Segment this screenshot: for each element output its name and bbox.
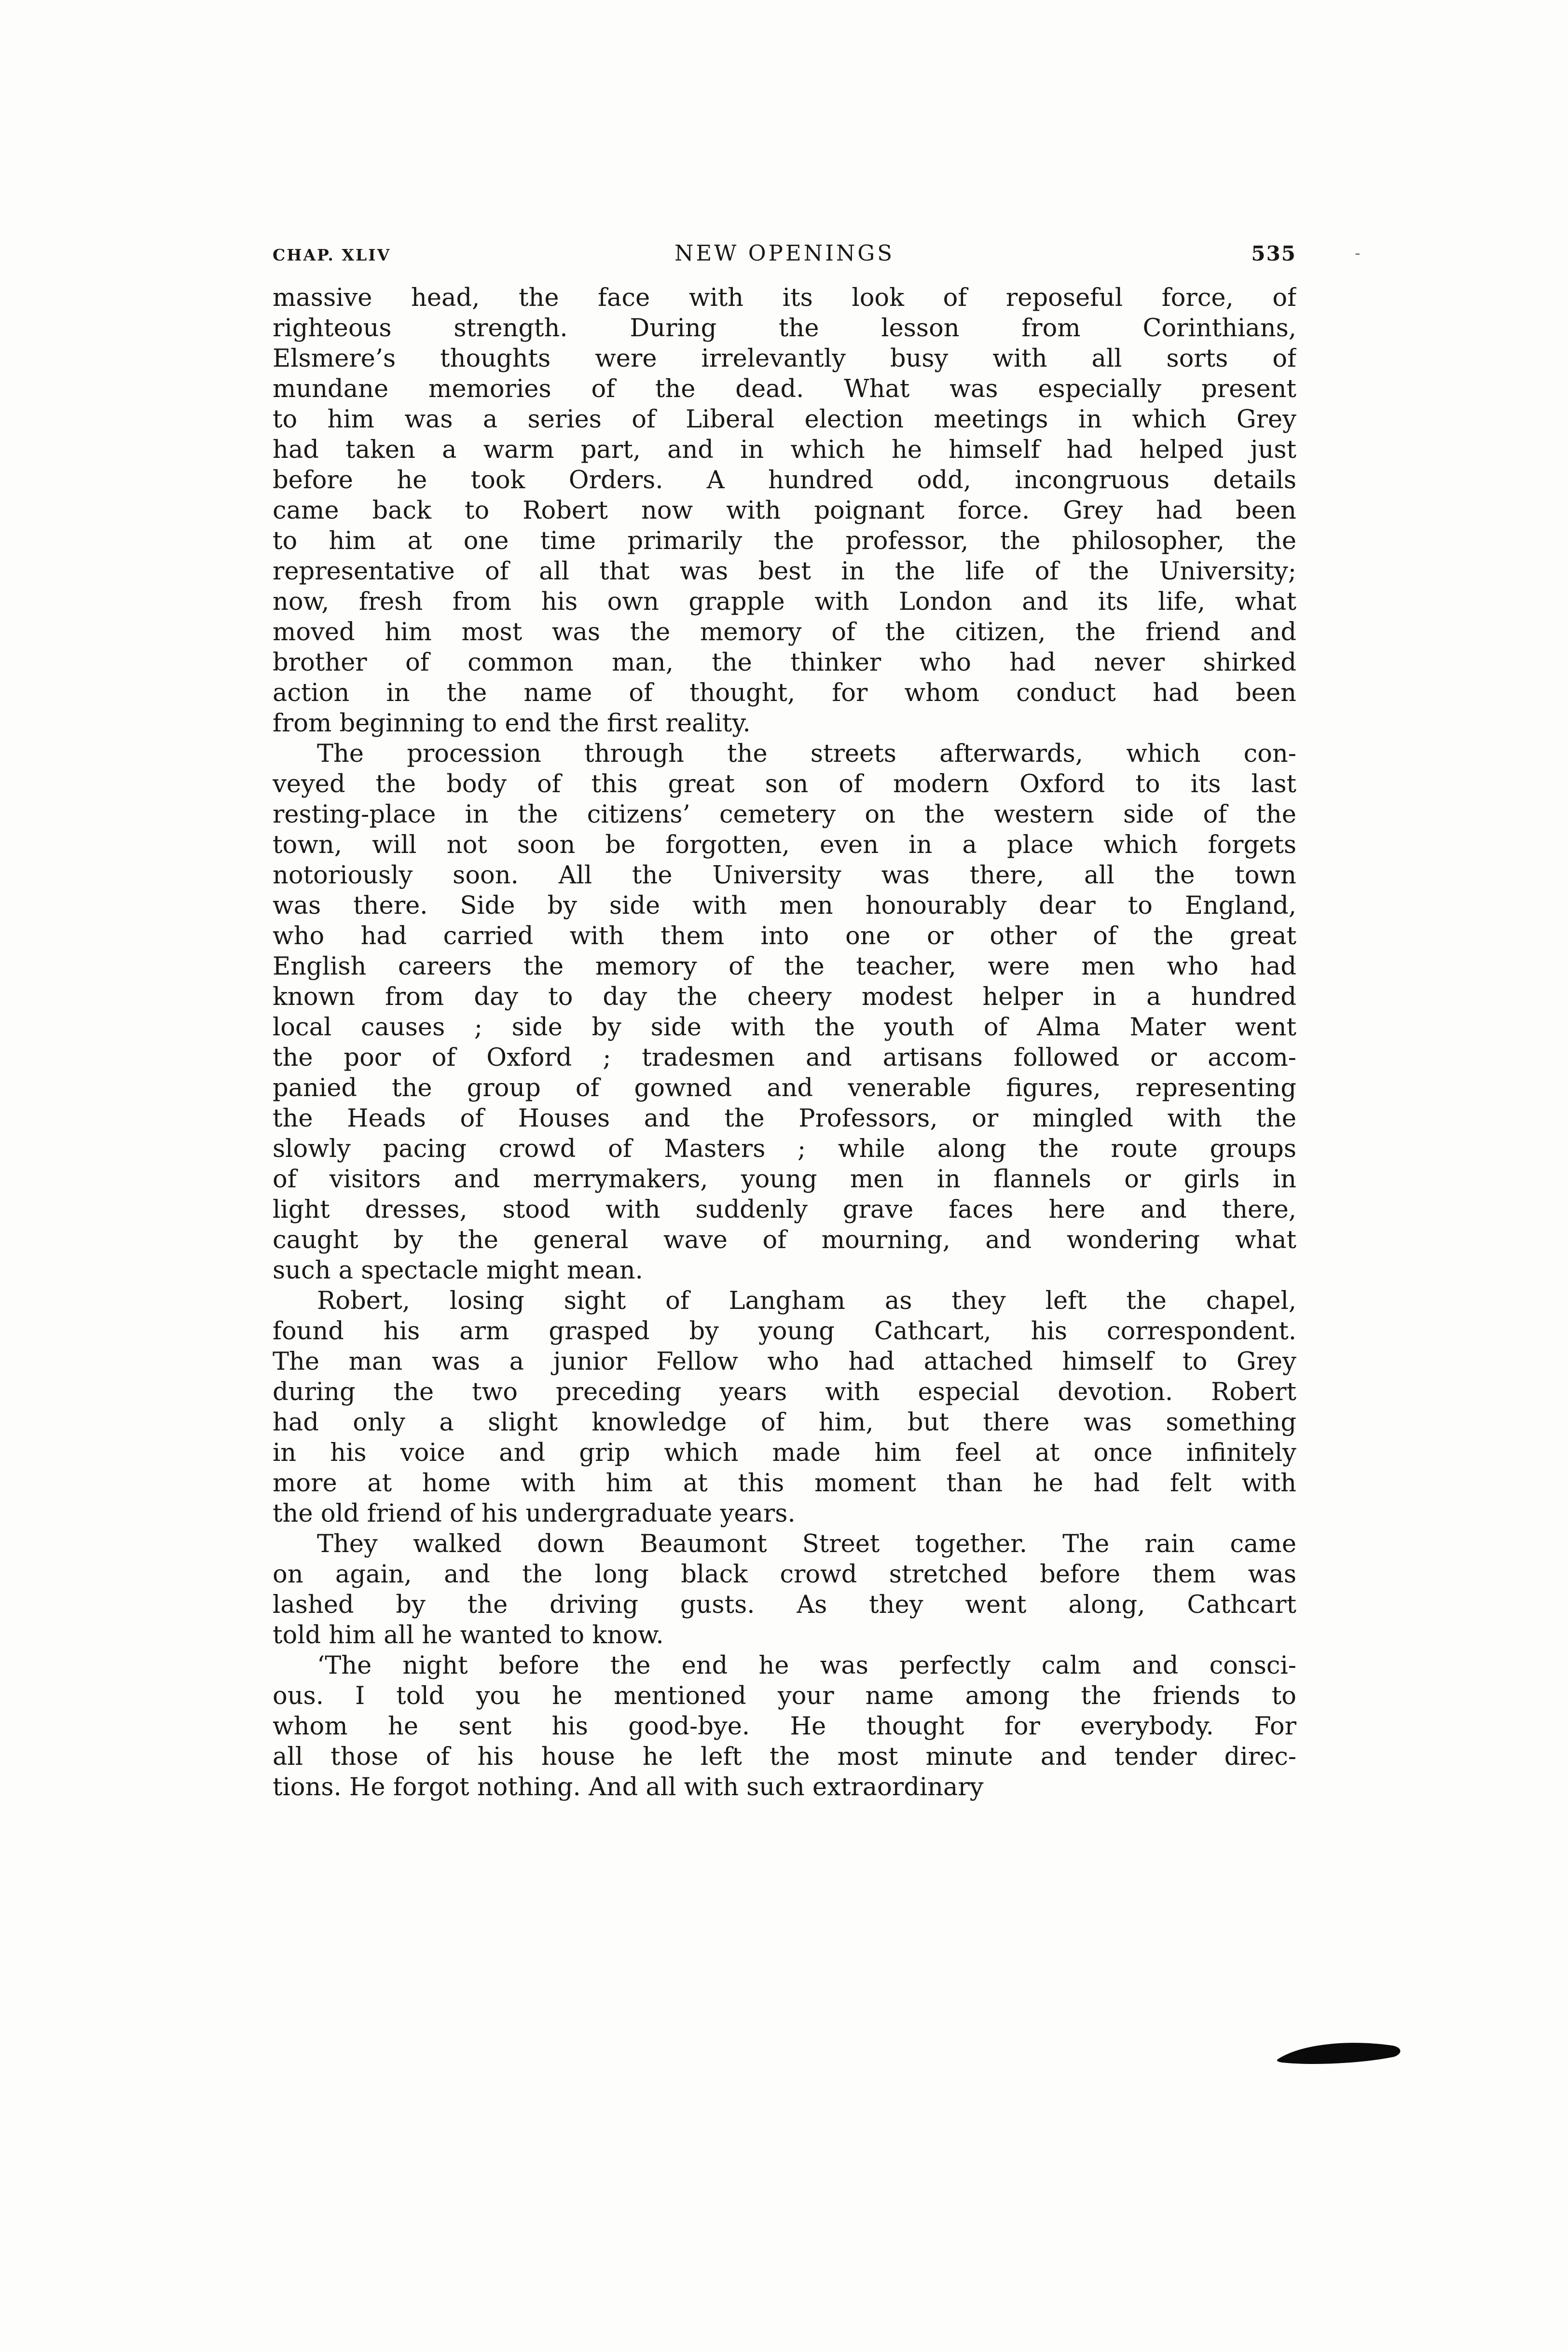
text-line: representative of all that was best in the life of the University; bbox=[273, 557, 1296, 586]
ink-blot-artifact bbox=[1275, 2036, 1406, 2071]
text-line: of visitors and merrymakers, young men in flannels or girls in bbox=[273, 1165, 1296, 1194]
text-line: the Heads of Houses and the Professors, or mingled with the bbox=[273, 1104, 1296, 1133]
running-title: NEW OPENINGS bbox=[674, 240, 895, 266]
text-line: light dresses, stood with suddenly grave faces here and there, bbox=[273, 1196, 1296, 1224]
text-line: had taken a warm part, and in which he himself had helped just bbox=[273, 436, 1296, 464]
text-line: known from day to day the cheery modest helper in a hundred bbox=[273, 983, 1296, 1011]
text-line: Elsmere’s thoughts were irrelevantly busy with all sorts of bbox=[273, 344, 1296, 373]
text-line: was there. Side by side with men honourably dear to England, bbox=[273, 892, 1296, 920]
text-line: The procession through the streets afterwards, which con- bbox=[317, 740, 1296, 768]
text-line: lashed by the driving gusts. As they went along, Cathcart bbox=[273, 1591, 1296, 1619]
text-line: to him was a series of Liberal election meetings in which Grey bbox=[273, 405, 1296, 434]
text-line: in his voice and grip which made him feel at once infinitely bbox=[273, 1439, 1296, 1467]
text-line: resting-place in the citizens’ cemetery on the western side of the bbox=[273, 800, 1296, 829]
page-header bbox=[273, 240, 1296, 266]
text-line: found his arm grasped by young Cathcart, his correspondent. bbox=[273, 1317, 1296, 1346]
text-line: town, will not soon be forgotten, even in a place which forgets bbox=[273, 831, 1296, 859]
text-line: English careers the memory of the teacher, were men who had bbox=[273, 952, 1296, 981]
text-line: righteous strength. During the lesson from Corinthians, bbox=[273, 314, 1296, 343]
margin-mark: - bbox=[1355, 244, 1361, 263]
text-line: ‘The night before the end he was perfectly calm and consci- bbox=[317, 1651, 1296, 1680]
text-line: local causes ; side by side with the youth of Alma Mater went bbox=[273, 1013, 1296, 1042]
text-line: veyed the body of this great son of modern Oxford to its last bbox=[273, 770, 1296, 798]
paragraph bbox=[273, 739, 1296, 1286]
text-line: caught by the general wave of mourning, and wondering what bbox=[273, 1226, 1296, 1254]
text-line: from beginning to end the first reality. bbox=[273, 709, 751, 738]
text-line: action in the name of thought, for whom conduct had been bbox=[273, 679, 1296, 707]
text-line: the poor of Oxford ; tradesmen and artisans followed or accom- bbox=[273, 1044, 1296, 1072]
text-line: during the two preceding years with especial devotion. Robert bbox=[273, 1378, 1296, 1406]
paragraph bbox=[273, 1651, 1296, 1802]
text-line: mundane memories of the dead. What was especially present bbox=[273, 375, 1296, 403]
page-number: 535 bbox=[1251, 242, 1297, 265]
text-line: brother of common man, the thinker who had never shirked bbox=[273, 648, 1296, 677]
text-line: Robert, losing sight of Langham as they left the chapel, bbox=[317, 1287, 1296, 1315]
paragraph bbox=[273, 283, 1296, 739]
text-line: massive head, the face with its look of reposeful force, of bbox=[273, 284, 1296, 312]
text-line: now, fresh from his own grapple with London and its life, what bbox=[273, 588, 1296, 616]
text-line: whom he sent his good-bye. He thought for everybody. For bbox=[273, 1712, 1296, 1741]
paragraph bbox=[273, 1286, 1296, 1529]
text-line: all those of his house he left the most minute and tender direc- bbox=[273, 1743, 1296, 1771]
text-line: They walked down Beaumont Street together. The rain came bbox=[317, 1530, 1296, 1558]
body-text bbox=[273, 283, 1296, 1802]
text-line: came back to Robert now with poignant force. Grey had been bbox=[273, 496, 1296, 525]
text-line: told him all he wanted to know. bbox=[273, 1621, 664, 1650]
text-line: The man was a junior Fellow who had attached himself to Grey bbox=[273, 1348, 1296, 1376]
text-line: notoriously soon. All the University was there, all the town bbox=[273, 861, 1296, 890]
text-line: panied the group of gowned and venerable figures, representing bbox=[273, 1074, 1296, 1102]
text-line: ous. I told you he mentioned your name among the friends to bbox=[273, 1682, 1296, 1710]
text-line: to him at one time primarily the professor, the philosopher, the bbox=[273, 527, 1296, 555]
text-line: on again, and the long black crowd stretched before them was bbox=[273, 1560, 1296, 1589]
text-line: tions. He forgot nothing. And all with such extraordinary bbox=[273, 1773, 984, 1802]
text-line: the old friend of his undergraduate years. bbox=[273, 1499, 796, 1528]
text-line: before he took Orders. A hundred odd, incongruous details bbox=[273, 466, 1296, 495]
text-line: moved him most was the memory of the citizen, the friend and bbox=[273, 618, 1296, 646]
text-line: such a spectacle might mean. bbox=[273, 1256, 643, 1285]
paragraph bbox=[273, 1529, 1296, 1651]
text-line: slowly pacing crowd of Masters ; while along the route groups bbox=[273, 1135, 1296, 1163]
chapter-label: CHAP. XLIV bbox=[273, 246, 391, 264]
text-line: had only a slight knowledge of him, but there was something bbox=[273, 1408, 1296, 1437]
text-line: who had carried with them into one or other of the great bbox=[273, 922, 1296, 950]
text-line: more at home with him at this moment than he had felt with bbox=[273, 1469, 1296, 1498]
